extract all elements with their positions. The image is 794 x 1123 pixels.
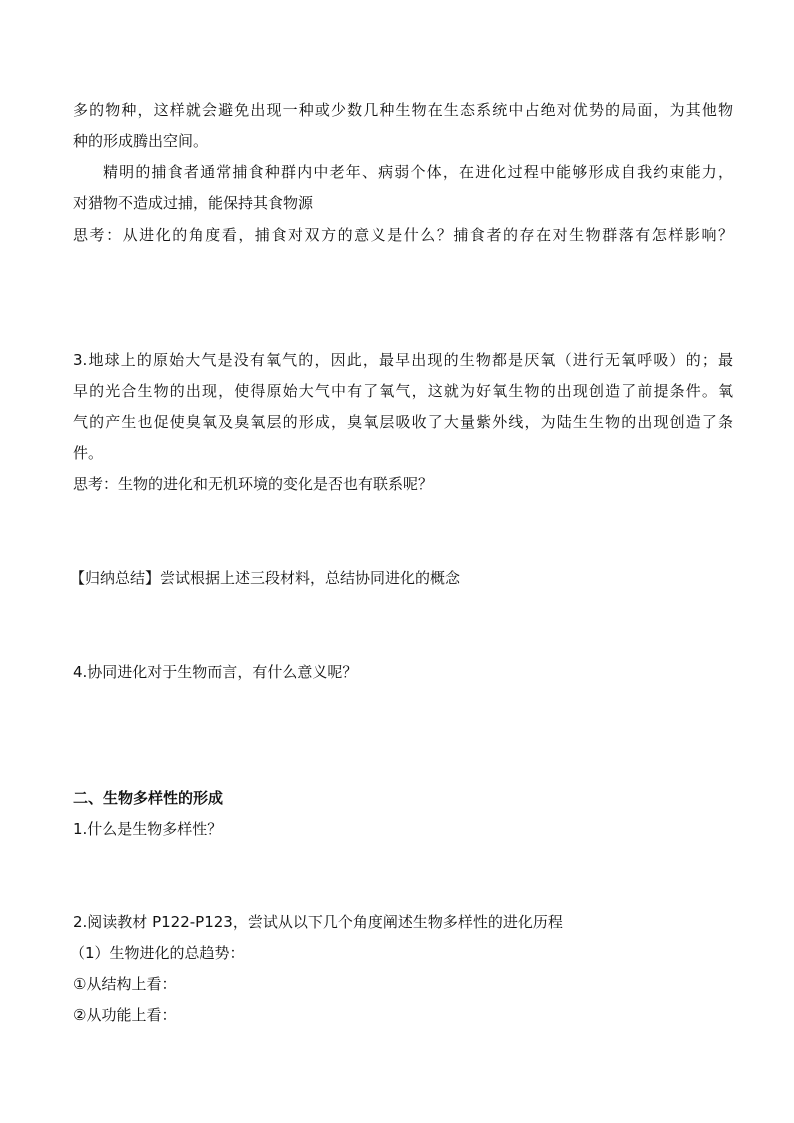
material3-line2: 早的光合生物的出现，使得原始大气中有了氧气，这就为好氧生物的出现创造了前提条件。氧 [73,382,733,400]
section2-item-structure: ①从结构上看： [73,975,177,993]
material3-line1: 3.地球上的原始大气是没有氧气的，因此，最早出现的生物都是厌氧（进行无氧呼吸）的；最 [73,351,733,369]
paragraph2-line1: 精明的捕食者通常捕食种群内中老年、病弱个体，在进化过程中能够形成自我约束能力， [103,163,733,181]
material3-line3: 气的产生也促使臭氧及臭氧层的形成，臭氧层吸收了大量紫外线，为陆生生物的出现创造了条 [73,413,733,431]
question-predation: 思考：从进化的角度看，捕食对双方的意义是什么？捕食者的存在对生物群落有怎样影响？ [73,226,733,244]
question-coevolution-meaning: 4.协同进化对于生物而言，有什么意义呢？ [73,663,358,681]
paragraph1-line1: 多的物种，这样就会避免出现一种或少数几种生物在生态系统中占绝对优势的局面，为其他物 [73,101,733,119]
section2-subheading1: （1）生物进化的总趋势： [70,944,245,962]
paragraph1-line2: 种的形成腾出空间。 [73,132,209,150]
section2-question2: 2.阅读教材 P122-P123，尝试从以下几个角度阐述生物多样性的进化历程 [73,913,563,931]
question-environment: 思考：生物的进化和无机环境的变化是否也有联系呢？ [73,475,434,493]
summary-prompt: 【归纳总结】尝试根据上述三段材料，总结协同进化的概念 [70,569,461,587]
material3-line4: 件。 [73,444,104,462]
section2-heading: 二、生物多样性的形成 [73,789,224,807]
paragraph2-line2: 对猎物不造成过捕，能保持其食物源 [73,194,314,212]
section2-question1: 1.什么是生物多样性？ [73,820,223,838]
section2-item-function: ②从功能上看： [73,1006,177,1024]
